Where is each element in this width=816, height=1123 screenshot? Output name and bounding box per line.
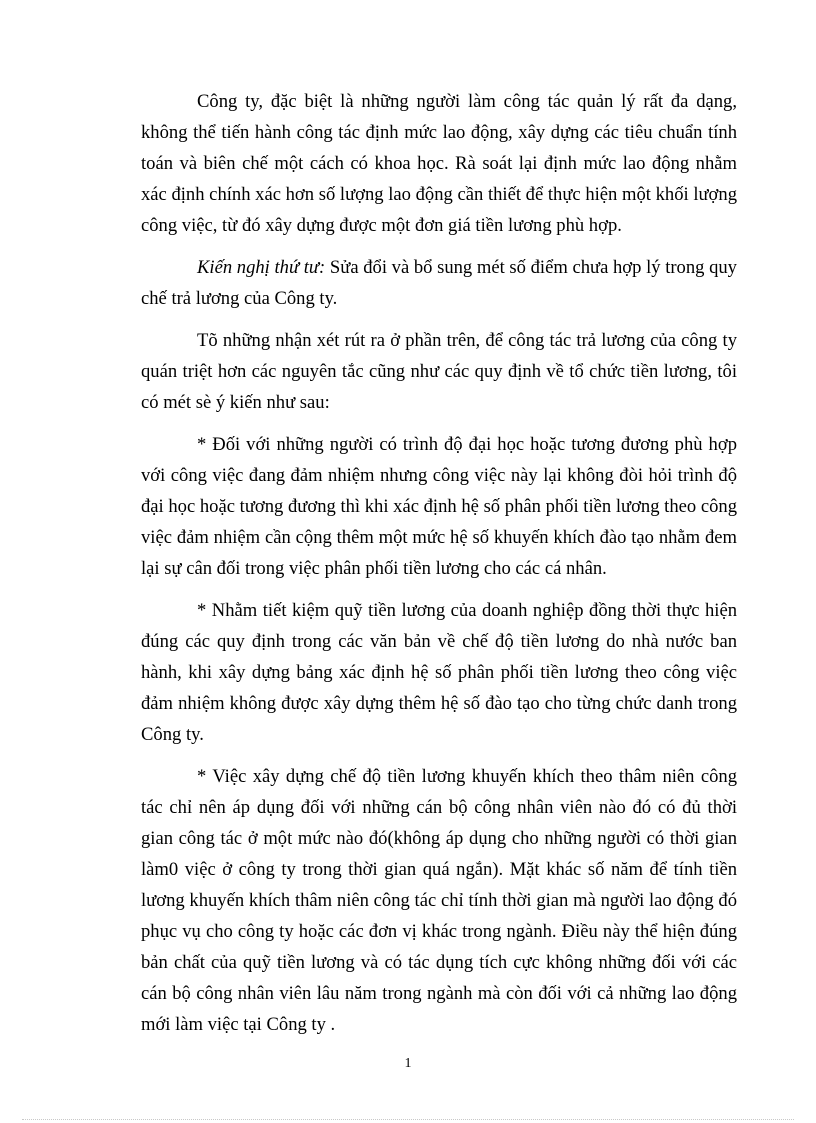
paragraph-4 [141,429,737,584]
document-body [141,86,737,1040]
paragraph-text: * Đối với những người có trình độ đại học hoặc tương đương phù hợp với công việc đang đảm nhiệm nhưng công việc này lại không đòi hỏi trình độ đại học hoặc tương đương thì khi xác định hệ số phân phối tiền lương theo công việc đảm nhiệm cần cộng thêm một mức hệ số khuyến khích đào tạo nhằm đem lại sự cân đối trong việc phân phối tiền lương cho các cá nhân. [141,434,737,579]
paragraph-5 [141,595,737,750]
paragraph-text: Sửa đổi và bổ sung mét số điểm chưa hợp lý trong quy chế trả lương của Công ty. [141,257,737,309]
paragraph-1 [141,86,737,241]
paragraph-2 [141,252,737,314]
paragraph-6 [141,761,737,1040]
paragraph-lead-heading: Kiến nghị thứ tư: [197,257,326,278]
paragraph-3 [141,325,737,418]
paragraph-text: * Nhằm tiết kiệm quỹ tiền lương của doanh nghiệp đồng thời thực hiện đúng các quy định trong các văn bản về chế độ tiền lương do nhà nước ban hành, khi xây dựng bảng xác định hệ số phân phối tiền lương theo công việc đảm nhiệm không được xây dựng thêm hệ số đào tạo cho từng chức danh trong Công ty. [141,600,737,745]
paragraph-text: Công ty, đặc biệt là những người làm công tác quản lý rất đa dạng, không thể tiến hành công tác định mức lao động, xây dựng các tiêu chuẩn tính toán và biên chế một cách có khoa học. Rà soát lại định mức lao động nhằm xác định chính xác hơn số lượng lao động cần thiết để thực hiện một khối lượng công việc, từ đó xây dựng được một đơn giá tiền lương phù hợp. [141,91,737,236]
page-number: 1 [404,1056,412,1071]
paragraph-text: Tõ những nhận xét rút ra ở phần trên, để công tác trả lương của công ty quán triệt hơn các nguyên tắc cũng như các quy định về tổ chức tiền lương, tôi có mét sè ý kiến như sau: [141,330,737,413]
page-bottom-divider [22,1119,794,1120]
paragraph-text: * Việc xây dựng chế độ tiền lương khuyến khích theo thâm niên công tác chỉ nên áp dụng đối với những cán bộ công nhân viên nào đó có đủ thời gian công tác ở một mức nào đó(không áp dụng cho những người có thời gian làm0 việc ở công ty trong thời gian quá ngắn). Mặt khác số năm để tính tiền lương khuyến khích thâm niên công tác chỉ tính thời gian mà người lao động đó phục vụ cho công ty hoặc các đơn vị khác trong ngành. Điều này thể hiện đúng bản chất của quỹ tiền lương và có tác dụng tích cực không những đối với các cán bộ công nhân viên lâu năm trong ngành mà còn đối với cả những lao động mới làm việc tại Công ty . [141,766,737,1035]
